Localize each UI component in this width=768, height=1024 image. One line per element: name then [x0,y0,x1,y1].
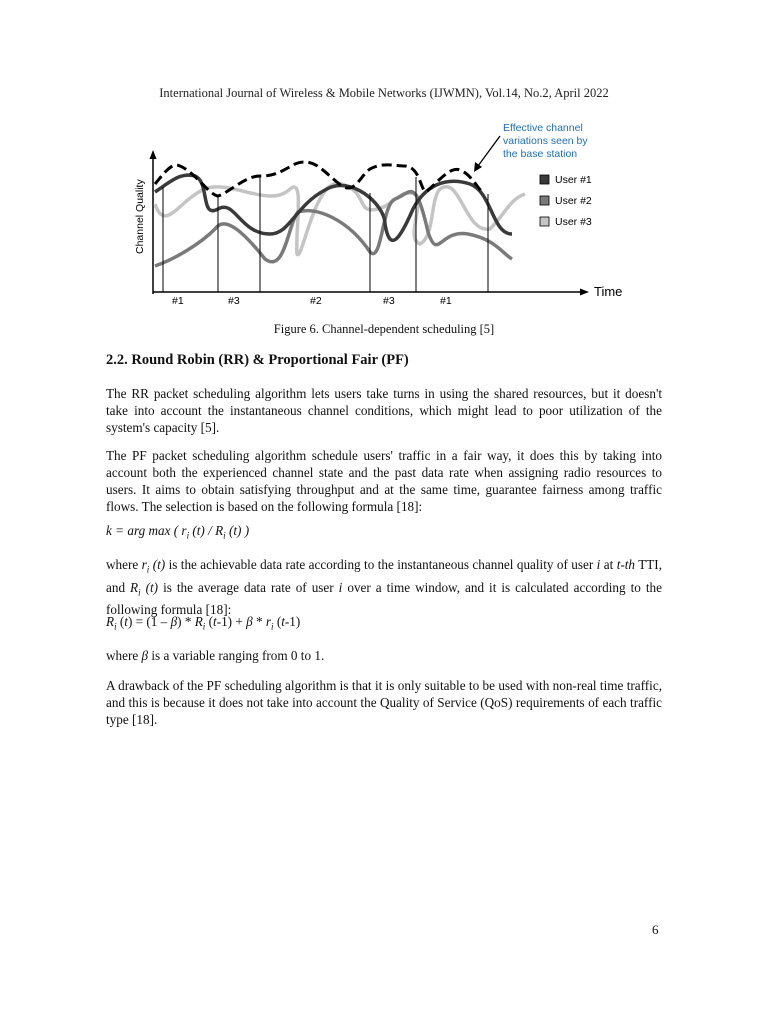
math-var: (t) [140,579,159,595]
math-var: R [106,614,115,629]
series-user-3 [155,183,525,255]
text-run: ( [273,614,282,629]
legend-label-user-2: User #2 [555,195,592,207]
annotation-arrow [478,136,500,166]
text-run: ( [116,614,125,629]
math-var: r [141,557,147,572]
slot-label: #2 [310,295,322,307]
formula-sub: i [186,530,190,541]
text-run: ( [205,614,214,629]
y-axis-arrow [150,150,157,159]
formula-average-rate [106,614,300,632]
figure-channel-scheduling [120,114,640,314]
text-run: is the achievable data rate according to the instantaneous channel quality of user [165,557,597,572]
text-run: * [252,614,266,629]
legend-label-user-1: User #1 [555,174,592,186]
paragraph-where-r [106,556,662,618]
math-sub: i [138,587,141,598]
math-var: t [124,614,128,629]
math-var: β [246,614,253,629]
figure-caption: Figure 6. Channel-dependent scheduling [5] [273,322,495,336]
text-run: is a variable ranging from 0 to 1. [148,648,325,663]
math-var: R [130,579,139,595]
math-var: (t) [149,557,166,572]
math-var: β [141,648,149,663]
math-var: i [596,557,601,572]
paragraph-pf: The PF packet scheduling algorithm schedule users' traffic in a fair way, it does this by taking into account both the experienced channel state and the past data rate when assigning radio resources to users. It aims to obtain satisfying throughput and at the same time, guarantee fairness among traffic flows. The selection is based on the following formula [18]: [106,448,662,514]
slot-label: #1 [440,295,452,307]
series-user-2 [155,192,512,266]
x-axis-arrow [580,289,589,296]
slot-label: #1 [172,295,184,307]
text-run: TTI, and [106,557,662,595]
math-var: t [281,614,285,629]
text-run: where [106,648,142,663]
math-var: r [265,614,272,629]
series-user-1 [155,175,512,240]
channel-quality-chart [120,114,640,314]
text-run: is the average data rate of user [158,579,339,595]
paragraph-rr: The RR packet scheduling algorithm lets users take turns in using the shared resources, but it doesn't take into account the instantaneous channel conditions, which might lead to poor utilization of the system's capacity [5]. [106,386,662,435]
text-run: ) = (1 – [127,614,171,629]
formula-part: k = arg max ( r [106,523,187,538]
legend-swatch-user-1 [540,175,549,184]
text-run: where [106,557,142,572]
formula-part: (t) ) [225,523,250,538]
formula-pf-selection [106,523,249,541]
math-sub: i [114,621,117,632]
math-var: R [194,614,203,629]
paragraph-drawback: A drawback of the PF scheduling algorithm is that it is only suitable to be used with non-real time traffic, and this is because it does not take into account the Quality of Service (QoS) requirements of each traffic type [18]. [106,678,662,727]
math-sub: i [146,564,150,575]
annotation-line-3: the base station [503,148,578,160]
math-var: i [338,579,343,595]
slot-label: #3 [383,295,395,307]
legend-swatch-user-3 [540,217,549,226]
annotation-line-2: variations seen by [503,135,588,147]
text-run: -1) [284,614,301,629]
math-var: t [213,614,217,629]
legend-swatch-user-2 [540,196,549,205]
legend-label-user-3: User #3 [555,216,592,228]
text-run: over a time window, and it is calculated according to the following formula [18]: [106,579,662,618]
section-heading: 2.2. Round Robin (RR) & Proportional Fair (PF) [106,352,409,368]
page-number: 6 [652,922,659,937]
formula-part: (t) / R [189,523,224,538]
text-run: at [600,557,617,572]
math-var: t-th [616,557,636,572]
slot-label: #3 [228,295,240,307]
formula-sub: i [223,530,226,541]
x-axis-label: Time [594,284,623,299]
y-axis-label: Channel Quality [134,179,146,254]
annotation-line-1: Effective channel [503,122,583,134]
text-run: ) * [177,614,195,629]
paragraph-where-beta [106,647,662,664]
math-var: β [170,614,178,629]
text-run: -1) + [216,614,247,629]
annotation-arrowhead [474,162,482,172]
math-sub: i [202,621,206,632]
running-header: International Journal of Wireless & Mobile Networks (IJWMN), Vol.14, No.2, April 2022 [159,86,609,100]
math-sub: i [271,621,274,632]
